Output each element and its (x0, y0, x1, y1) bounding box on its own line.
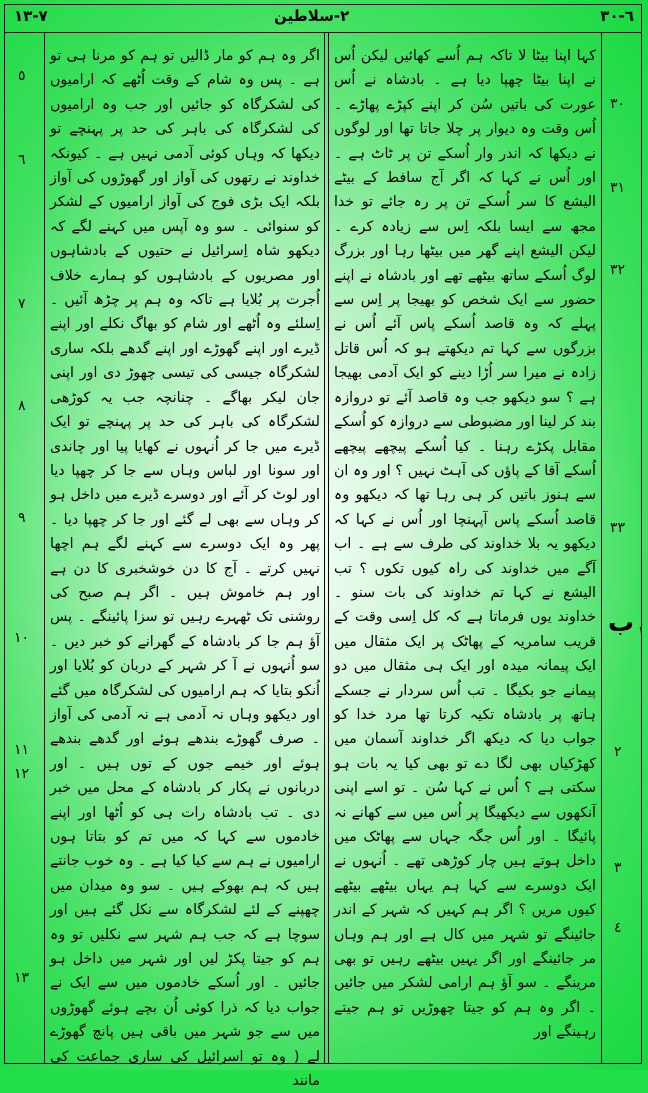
header-divider (4, 32, 642, 33)
verse-number: ٣١ (610, 180, 626, 196)
right-column-text: کہا اپنا بیٹا لا تاکہ ہم اُسے کھائیں لیکن اُس نے اپنا بیٹا چھپا دیا ہے ۔ بادشاہ نے اُس عورت کی باتیں سُن کر اپنے کپڑے پھاڑے ۔ اُس وقت وہ دیوار پر چلا جاتا تھا اور لوگوں نے دیکھا کہ اندر وار اُسکے تن پر ٹاٹ ہے ۔ اور اُس نے کہا کہ اگر آج سافط کے بیٹے الیشع کا سر اُسکے تن پر رہ جائے تو خدا مجھ سے ایسا بلکہ اِس سے زیادہ کرے ۔ لیکن الیشع اپنے گھر میں بیٹھا رہا اور بزرگ لوگ اُسکے ساتھ بیٹھے تھے اور بادشاہ نے اپنے حضور سے ایک شخص کو بھیجا پر اِس سے پہلے کہ وہ قاصد اُسکے پاس آئے اُس نے بزرگوں سے کہا تم دیکھتے ہو کہ اُس قاتل زادہ نے میرا سر اُڑا دینے کو ایک آدمی بھیجا ہے ؟ سو دیکھو جب وہ قاصد آئے تو دروازہ بند کر لینا اور مضبوطی سے دروازہ کو اُسکے مقابل پکڑے رہنا ۔ کیا اُسکے پیچھے پیچھے اُسکے آقا کے پاؤں کی آہٹ نہیں ؟ اور وہ ان سے ہنوز باتیں کر ہی رہا تھا کہ دیکھو وہ قاصد اُسکے پاس آپہنچا اور اُس نے کہا کہ دیکھو یہ بلا خداوند کی طرف سے ہے ۔ اب آگے میں خداوند کی راہ کیوں تکوں ؟ تب الیشع نے کہا تم خداوند کی بات سنو ۔ خداوند یوں فرماتا ہے کہ کل اِسی وقت کے قریب سامریہ کے پھاٹک پر ایک مثقال میں ایک پیمانہ میدہ اور ایک ہی مثقال میں دو پیمانے جو بکیگا ۔ تب اُس سردار نے جسکے ہاتھ پر بادشاہ تکیہ کرتا تھا مرد خدا کو جواب دیا کہ دیکھ اگر خداوند آسمان میں کھڑکیاں بھی لگا دے تو بھی کیا یہ بات ہو سکتی ہے ؟ اُس نے کہا سُن ۔ تو اسے اپنی آنکھوں سے دیکھیگا پر اُس میں سے کھانے نہ پائیگا ۔ اور اُس جگہ جہاں سے پھاٹک میں داخل ہوتے ہیں چار کوڑھی تھے ۔ اُنہوں نے ایک دوسرے سے کہا ہم یہاں بیٹھے بیٹھے کیوں مریں ؟ اگر ہم کہیں کہ شہر کے اندر جائینگے تو شہر میں کال ہے اور ہم وہاں مر جائینگے اور اگر یہیں بیٹھے رہیں تو بھی مرینگے ۔ سو آؤ ہم ارامی لشکر میں جائیں ۔ اگر وہ ہم کو جیتا چھوڑیں تو ہم جیتے رہینگے اور (334, 48, 596, 1041)
verse-number: ٨ (18, 398, 26, 414)
right-text-column (334, 44, 596, 1056)
verse-number: ٦ (18, 152, 26, 168)
right-page-reference: ٦-٣٠ (600, 7, 634, 25)
left-margin-rule (44, 32, 45, 1064)
verse-number: ١ (638, 624, 644, 637)
left-column-text: اگر وہ ہم کو مار ڈالیں تو ہم کو مرنا ہی تو ہے ۔ پس وہ شام کے وقت اُٹھے کہ ارامیوں کی لشکرگاہ کو جائیں اور جب وہ ارامیوں کی لشکرگاہ کی باہر کی حد پر پہنچے تو دیکھا کہ وہاں کوئی آدمی نہیں ہے ۔ کیونکہ خداوند نے رتھوں کی آواز اور گھوڑوں کی آواز بلکہ ایک بڑی فوج کی آواز ارامیوں کے لشکر کو سنوائی ۔ سو وہ آپس میں کہنے لگے کہ دیکھو شاہ اِسرائیل نے حتیوں کے بادشاہوں اور مصریوں کے بادشاہوں کو ہمارے خلاف اُجرت پر بُلایا ہے تاکہ وہ ہم پر چڑھ آئیں ۔ اِسلئے وہ اُٹھے اور شام کو بھاگ نکلے اور اپنے ڈیرے اور اپنے گھوڑے اور اپنے گدھے بلکہ ساری لشکرگاہ جیسی کی تیسی چھوڑ دی اور اپنی جان لیکر بھاگے ۔ چنانچہ جب یہ کوڑھی لشکرگاہ کی باہر کی حد پر پہنچے تو ایک ڈیرے میں جا کر اُنہوں نے کھایا پیا اور چاندی اور سونا اور لباس وہاں سے جا کر چھپا دیا اور لوٹ کر آئے اور دوسرے ڈیرے میں داخل ہو کر وہاں سے بھی لے گئے اور جا کر چھپا دیا ۔ پھر وہ ایک دوسرے سے کہنے لگے ہم اچھا نہیں کرتے ۔ آج کا دن خوشخبری کا دن ہے اور ہم خاموش ہیں ۔ اگر ہم صبح کی روشنی تک ٹھہرے رہیں تو سزا پائینگے ۔ پس آؤ ہم جا کر بادشاہ کے گھرانے کو خبر دیں ۔ سو اُنہوں نے آ کر شہر کے دربان کو بُلایا اور اُنکو بتایا کہ ہم ارامیوں کی لشکرگاہ میں گئے اور دیکھو وہاں نہ آدمی ہے نہ آدمی کی آواز ۔ صرف گھوڑے بندھے ہوئے اور گدھے بندھے ہوئے اور خیمے جوں کے توں ہیں ۔ اور دربانوں نے پکار کر بادشاہ کے محل میں خبر دی ۔ تب بادشاہ رات ہی کو اُٹھا اور اپنے خادموں سے کہا کہ میں تم کو بتاتا ہوں ارامیوں نے ہم سے کیا کیا ہے ۔ وہ خوب جانتے ہیں کہ ہم بھوکے ہیں ۔ سو وہ میدان میں چھپنے کے لئے لشکرگاہ سے نکل گئے ہیں اور سوچا ہے کہ جب ہم شہر سے نکلیں تو وہ ہم کو جیتا پکڑ لیں اور شہر میں داخل ہو جائیں ۔ اور اُسکے خادموں میں سے ایک نے جواب دیا کہ ذرا کوئی اُن بچے ہوئے گھوڑوں میں سے جو شہر میں باقی ہیں پانچ گھوڑے لے ( وہ تو اسرائیل کی ساری جماعت کی مانند (50, 48, 320, 1090)
verse-number: ١٠ (14, 630, 30, 646)
verse-number: ١٣ (14, 970, 30, 986)
chapter-marker: ب (608, 608, 635, 638)
center-column-rule (324, 32, 325, 1064)
verse-number: ٤ (614, 920, 622, 936)
center-column-rule-inner (328, 32, 329, 1064)
verse-number: ٧ (18, 296, 26, 312)
verse-number: ١٢ (14, 766, 30, 782)
verse-number: ٩ (18, 510, 26, 526)
left-text-column (50, 44, 320, 1090)
left-page-reference: ٧-١٣ (14, 7, 48, 25)
right-margin-rule (601, 32, 602, 1064)
verse-number: ٣٠ (610, 96, 626, 112)
book-title: ٢-سلاطین (274, 7, 350, 25)
verse-number: ١١ (14, 742, 30, 758)
verse-number: ٥ (18, 68, 26, 84)
verse-number: ٣٢ (610, 262, 626, 278)
verse-number: ٣ (614, 860, 622, 876)
verse-number: ٢ (614, 744, 622, 760)
verse-number: ٣٣ (610, 520, 626, 536)
